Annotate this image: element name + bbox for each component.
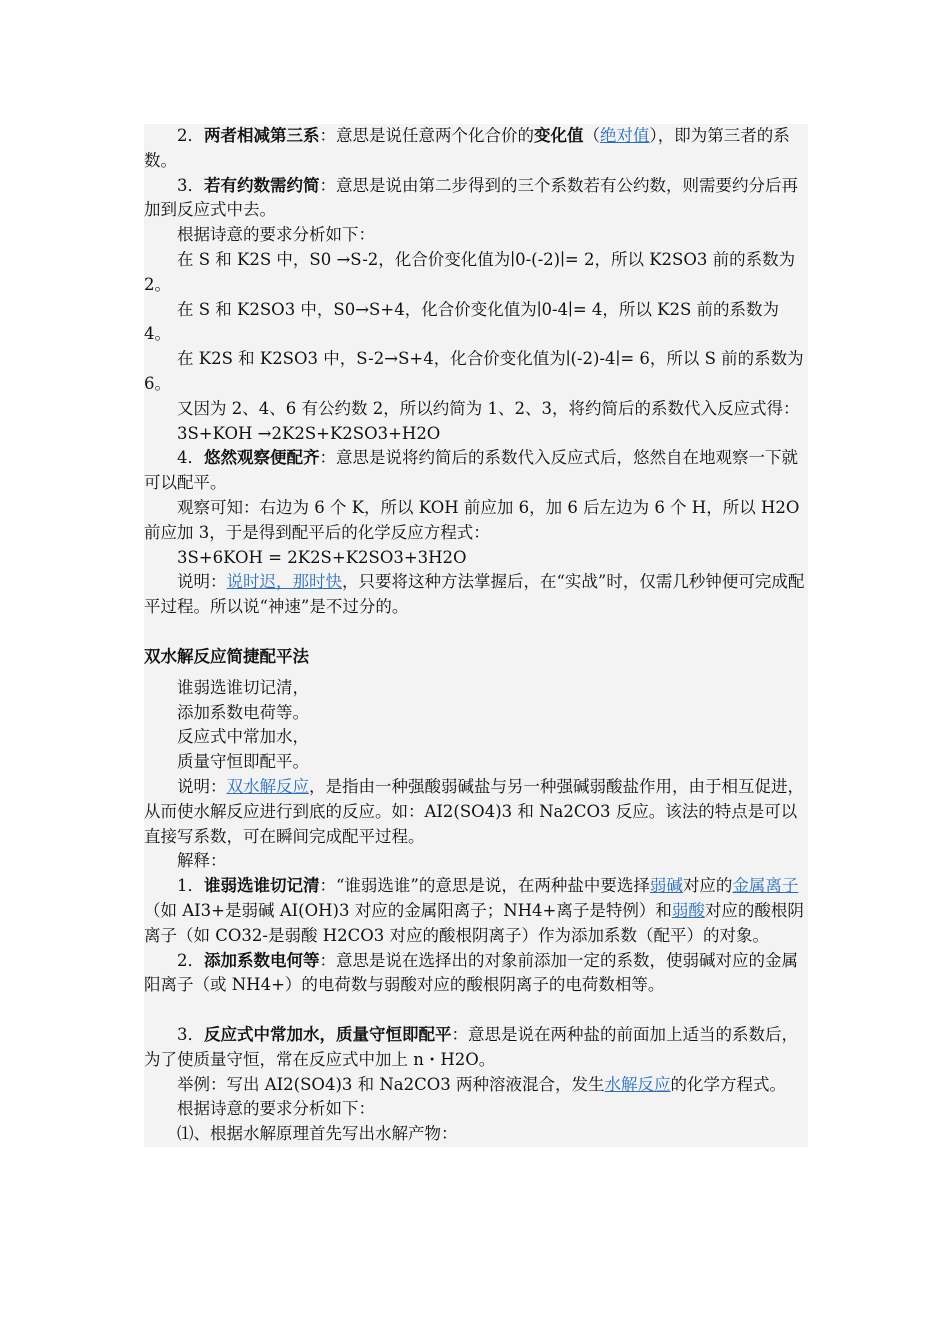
link-weak-acid[interactable]: 弱酸: [671, 900, 705, 920]
paren-open: （: [583, 126, 600, 145]
paragraph-rule-2: [144, 124, 808, 174]
rule-number: 2．: [177, 126, 204, 145]
rule-text: ：意思是说将约简后的系数代入反应式后，悠然自在地观察一下就可以配平。: [144, 448, 798, 493]
paragraph-step-1: [144, 874, 808, 948]
equation-simplified: 3S+KOH →2K2S+K2SO3+H2O: [177, 423, 441, 443]
equation-balanced: 3S+6KOH = 2K2S+K2SO3+3H2O: [177, 547, 467, 567]
step-number: 1．: [177, 876, 204, 896]
section-heading: 双水解反应简捷配平法: [144, 646, 309, 666]
rule-number: 3．: [177, 175, 204, 195]
link-hydrolysis[interactable]: 水解反应: [604, 1074, 671, 1094]
link-weak-base[interactable]: 弱碱: [649, 876, 683, 896]
spacer: [144, 998, 808, 1023]
link-double-hydrolysis[interactable]: 双水解反应: [226, 776, 309, 796]
step-number: 2．: [177, 950, 204, 970]
note-label: 说明：: [177, 776, 227, 796]
step-text: （如 AI3+是弱碱 AI(OH)3 对应的金属阳离子；NH4+离子是特例）和: [144, 900, 672, 920]
step-text: 对应的酸根阴离子（如 CO32-是弱酸 H2CO3 对应的酸根阴离子）作为添加系数（配平）的对象。: [144, 900, 804, 945]
step-title: 谁弱选谁切记清: [204, 876, 320, 896]
paragraph-s-k2so3: 在 S 和 K2SO3 中，S0→S+4，化合价变化值为∣0-4∣= 4，所以 K2S 前的系数为 4。: [144, 299, 780, 344]
text-block: [144, 124, 808, 1147]
paragraph-double-hydrolysis-note: [144, 775, 808, 849]
example-text: 举例：写出 AI2(SO4)3 和 Na2CO3 两种溶液混合，发生: [177, 1074, 605, 1094]
paragraph-common-divisor: 又因为 2、4、6 有公约数 2，所以约简为 1、2、3，将约简后的系数代入反应式得：: [177, 398, 800, 418]
step-text: 对应的: [682, 876, 733, 896]
rule-text: ：意思是说任意两个化合价的: [319, 126, 534, 145]
example-text: 的化学方程式。: [670, 1074, 787, 1094]
paragraph-step-3: [144, 1023, 808, 1073]
rule-title: 悠然观察便配齐: [204, 448, 320, 468]
explain-label: 解释：: [177, 851, 227, 871]
note-label: 说明：: [177, 572, 227, 592]
step-title: 反应式中常加水，质量守恒即配平: [204, 1025, 452, 1045]
paragraph-step-2: [144, 949, 808, 999]
note-text: ，只要将这种方法掌握后，在“实战”时，仅需几秒钟便可完成配平过程。所以说“神速”是不过分的。: [144, 572, 805, 617]
verse-line-1: 谁弱选谁切记清，: [177, 677, 309, 697]
paragraph-rule-4: [144, 446, 808, 496]
bold-term: 变化值: [534, 126, 584, 145]
paragraph-step-list-1: ⑴、根据水解原理首先写出水解产物：: [177, 1124, 458, 1144]
paragraph-analysis-intro: 根据诗意的要求分析如下：: [177, 225, 375, 245]
paragraph-analysis-intro-2: 根据诗意的要求分析如下：: [177, 1099, 375, 1119]
paragraph-k2s-k2so3: 在 K2S 和 K2SO3 中，S-2→S+4，化合价变化值为∣(-2)-4∣= 6，所以 S 前的系数为 6。: [144, 349, 804, 393]
verse-line-3: 反应式中常加水，: [177, 727, 309, 747]
paragraph-example: [144, 1073, 808, 1098]
rule-text-end: ），即为第三者的系数。: [144, 126, 790, 170]
step-title: 添加系数电何等: [204, 950, 320, 970]
step-text: ：意思是说在两种盐的前面加上适当的系数后，为了使质量守恒，常在反应式中加上 n・H2O。: [144, 1025, 798, 1069]
verse-line-2: 添加系数电荷等。: [177, 702, 309, 722]
rule-title: 若有约数需约简: [204, 175, 320, 195]
paragraph-note: [144, 570, 808, 620]
verse-line-4: 质量守恒即配平。: [177, 752, 309, 772]
spacer: [144, 620, 808, 645]
paragraph-s-k2s: 在 S 和 K2S 中，S0 →S-2，化合价变化值为∣0-(-2)∣= 2，所以 K2SO3 前的系数为 2。: [144, 249, 796, 294]
paragraph-observation: 观察可知：右边为 6 个 K，所以 KOH 前应加 6，加 6 后左边为 6 个 H，所以 H2O 前应加 3，于是得到配平后的化学反应方程式：: [144, 497, 800, 542]
step-text: ：“谁弱选谁”的意思是说，在两种盐中要选择: [319, 876, 650, 896]
rule-title: 两者相减第三系: [204, 126, 320, 145]
rule-text: ：意思是说由第二步得到的三个系数若有公约数，则需要约分后再加到反应式中去。: [144, 175, 798, 220]
note-text: ，是指由一种强酸弱碱盐与另一种强碱弱酸盐作用，由于相互促进，从而使水解反应进行到底的反应。如：AI2(SO4)3 和 Na2CO3 反应。该法的特点是可以直接写系数，可在瞬间完成配平过程。: [144, 776, 804, 846]
link-idiom[interactable]: 说时迟，那时快: [226, 572, 342, 592]
step-text: ：意思是说在选择出的对象前添加一定的系数，使弱碱对应的金属阳离子（或 NH4+）的电荷数与弱酸对应的酸根阴离子的电荷数相等。: [144, 950, 798, 995]
link-absolute-value[interactable]: 绝对值: [600, 126, 650, 145]
step-number: 3．: [177, 1025, 204, 1045]
link-metal-ion[interactable]: 金属离子: [732, 876, 799, 896]
paragraph-rule-3: [144, 174, 808, 224]
rule-number: 4．: [177, 448, 204, 468]
